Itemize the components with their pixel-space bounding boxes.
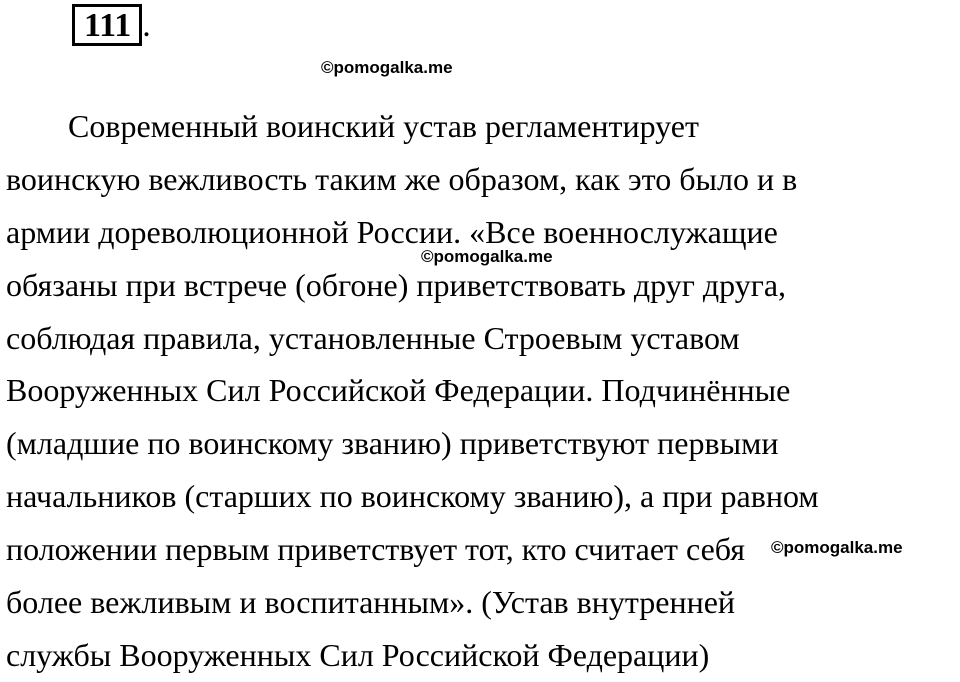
text-line: более вежливым и воспитанным». (Устав внутренней [6, 584, 736, 621]
text-line: воинскую вежливость таким же образом, как это было и в [6, 160, 798, 197]
text-line: положении первым приветствует тот, кто считает себя [6, 531, 745, 568]
exercise-number-dot: . [142, 7, 151, 44]
watermark: ©pomogalka.me [771, 538, 903, 557]
text-line: армии дореволюционной России. «Все военнослужащие [6, 213, 778, 250]
text-line: (младшие по воинскому званию) приветствуют первыми [6, 425, 779, 462]
watermark: ©pomogalka.me [321, 58, 453, 77]
exercise-number [72, 4, 151, 46]
text-line: Вооруженных Сил Российской Федерации. Подчинённые [6, 372, 791, 409]
watermark: ©pomogalka.me [421, 247, 553, 266]
text-line: обязаны при встрече (обгоне) приветствовать друг друга, [6, 266, 787, 303]
text-line: Современный воинский устав регламентирует [68, 108, 699, 144]
text-line: начальников (старших по воинскому званию), а при равном [6, 478, 819, 515]
exercise-number-box: 111 [72, 4, 142, 46]
text-line: службы Вооруженных Сил Российской Федерации) [6, 636, 710, 673]
text-line: соблюдая правила, установленные Строевым уставом [6, 319, 740, 356]
exercise-text [6, 100, 960, 682]
